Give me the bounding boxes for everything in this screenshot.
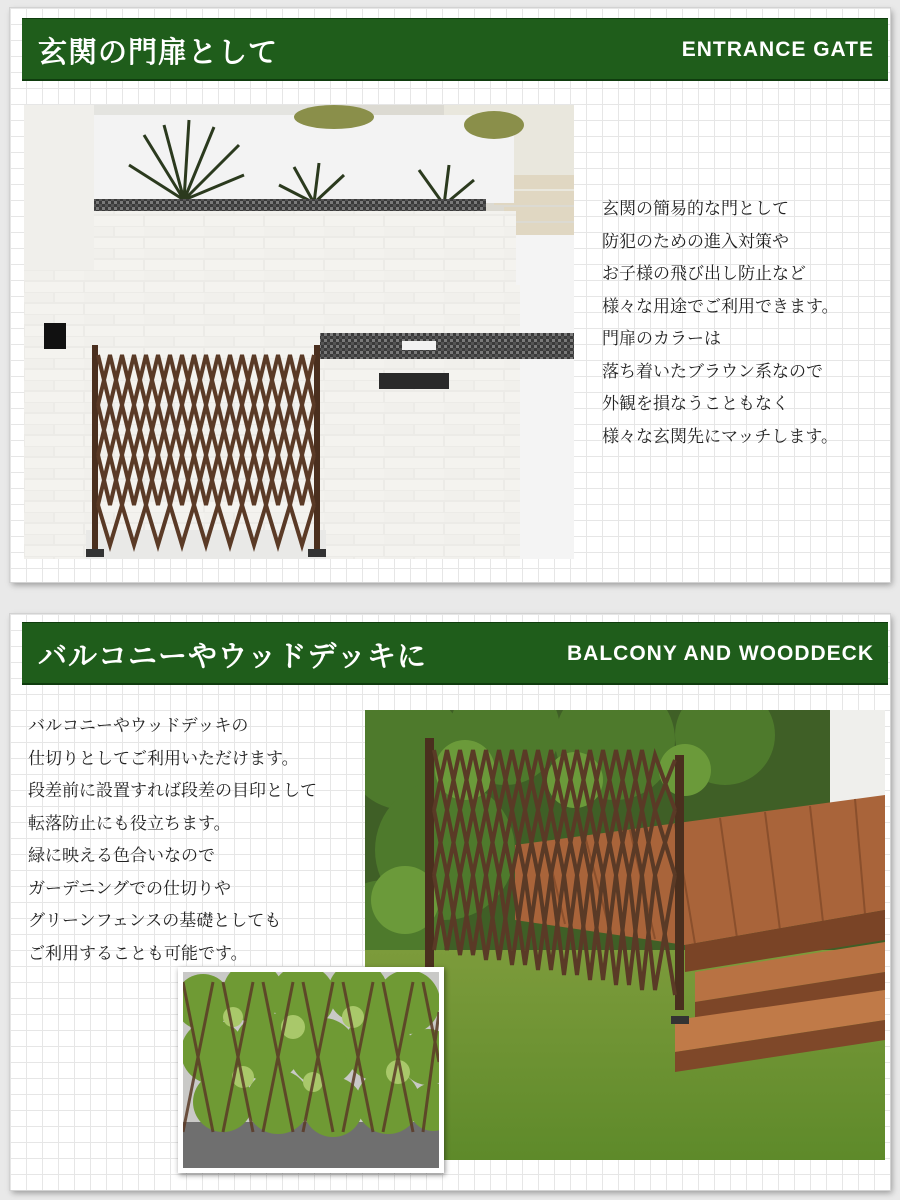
balcony-wooddeck-title-jp: バルコニーやウッドデッキに xyxy=(38,639,427,673)
balcony-wooddeck-title-en: BALCONY AND WOODDECK xyxy=(567,642,874,665)
entrance-gate-title-en: ENTRANCE GATE xyxy=(681,38,874,61)
description-line: 仕切りとしてご利用いただけます。 xyxy=(28,748,299,769)
description-line: グリーンフェンスの基礎としても xyxy=(28,911,282,931)
balcony-wooddeck-banner xyxy=(22,622,888,685)
description-line: 玄関の簡易的な門として xyxy=(602,199,789,219)
ivy-fence-photo xyxy=(178,967,444,1173)
description-line: ガーデニングでの仕切りや xyxy=(28,878,231,899)
description-line: 門扉のカラーは xyxy=(602,329,721,349)
description-line: 緑に映える色合いなので xyxy=(28,846,215,866)
description-line: ご利用することも可能です。 xyxy=(28,943,248,964)
description-line: お子様の飛び出し防止など xyxy=(602,264,806,284)
balcony-wooddeck-description xyxy=(28,710,317,970)
entrance-gate-title-jp: 玄関の門扉として xyxy=(38,35,279,69)
description-line: 様々な玄関先にマッチします。 xyxy=(602,426,838,447)
description-line: 落ち着いたブラウン系なので xyxy=(602,361,823,382)
description-line: 防犯のための進入対策や xyxy=(602,231,789,252)
entrance-gate-banner xyxy=(22,18,888,81)
entrance-gate-photo xyxy=(24,105,574,559)
description-line: バルコニーやウッドデッキの xyxy=(28,716,249,736)
description-line: 転落防止にも役立ちます。 xyxy=(28,813,231,834)
balcony-wooddeck-panel xyxy=(10,614,890,1190)
description-line: 外観を損なうこともなく xyxy=(602,394,789,414)
description-line: 段差前に設置すれば段差の目印として xyxy=(28,781,317,801)
entrance-gate-description xyxy=(602,193,839,453)
description-line: 様々な用途でご利用できます。 xyxy=(602,296,839,317)
entrance-gate-panel xyxy=(10,8,890,582)
